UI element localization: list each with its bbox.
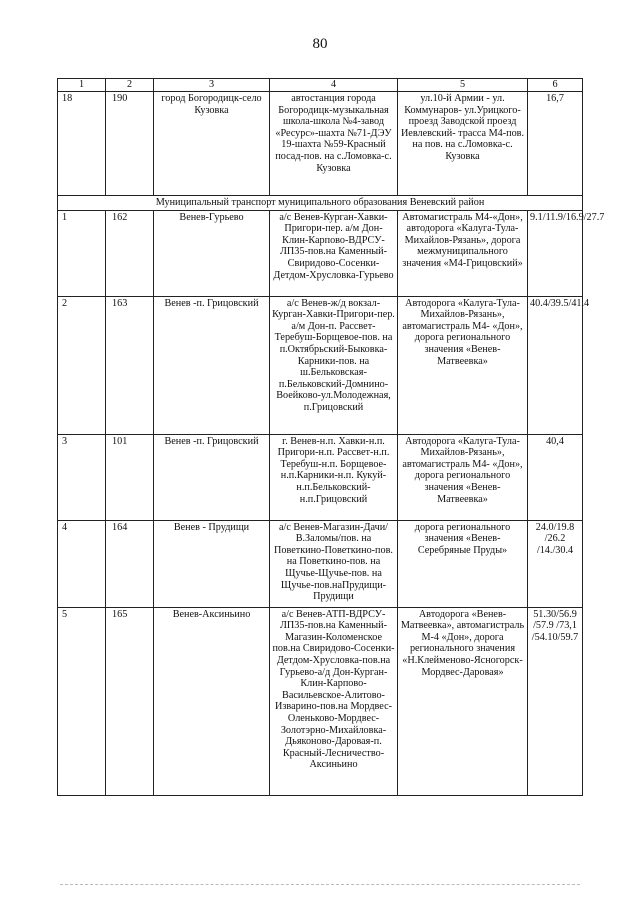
route-name: город Богородицк-село Кузовка (154, 92, 270, 196)
row-number: 1 (58, 210, 106, 296)
route-name: Венев - Прудищи (154, 520, 270, 607)
header-cell: 3 (154, 79, 270, 92)
route-number: 164 (106, 520, 154, 607)
route-roads: дорога регионального значения «Венев-Серебряные Пруды» (398, 520, 528, 607)
route-distance: 40.4/39.5/41.4 (528, 296, 583, 434)
route-number: 165 (106, 607, 154, 795)
route-name: Венев -п. Грицовский (154, 434, 270, 520)
route-distance: 24.0/19.8 /26.2 /14./30.4 (528, 520, 583, 607)
route-number: 101 (106, 434, 154, 520)
row-number: 18 (58, 92, 106, 196)
table-row (58, 434, 583, 520)
route-roads: Автодорога «Венев-Матвеевка», автомагистраль М-4 «Дон», дорога регионального значения «Н.Клейменово-Ясногорск-Мордвес-Даровая» (398, 607, 528, 795)
route-number: 190 (106, 92, 154, 196)
table-row (58, 520, 583, 607)
route-roads: ул.10-й Армии - ул. Коммунаров- ул.Урицкого-проезд Заводской проезд Иевлевский- трасса М4-пов. на пов. на с.Ломовка-с. Кузовка (398, 92, 528, 196)
route-distance: 9.1/11.9/16.9/27.7 (528, 210, 583, 296)
header-cell: 1 (58, 79, 106, 92)
header-cell: 2 (106, 79, 154, 92)
route-roads: Автодорога «Калуга-Тула-Михайлов-Рязань», автомагистраль М4- «Дон», дорога регионального значения «Венев-Матвеевка» (398, 434, 528, 520)
route-stops: автостанция города Богородицк-музыкальная школа-школа №4-завод «Ресурс»-шахта №71-ДЭУ 19-шахта №59-Красный посад-пов. на с.Ломовка-с. Кузовка (270, 92, 398, 196)
route-roads: Автомагистраль М4-«Дон», автодорога «Калуга-Тула-Михайлов-Рязань», дорога межмуниципального значения «М4-Грицовский» (398, 210, 528, 296)
route-stops: г. Венев-н.п. Хавки-н.п. Пригори-н.п. Рассвет-н.п. Теребуш-н.п. Борщевое- н.п.Карники-н.п. Кукуй-н.п.Бельковский-н.п.Грицовский (270, 434, 398, 520)
route-stops: а/с Венев-АТП-ВДРСУ-ЛП35-пов.на Каменный-Магазин-Коломенское пов.на Свиридово-Сосенки-Детдом-Хрусловка-пов.на Гурьево-а/д Дон-Курган-Клин-Карпово-Васильевское-Алитово-Изварино-пов.на Мордвес-Оленьково-Мордвес-Золотэрно-Михайловка-Дьяконово-Даровая-п. Красный-Лесничество-Аксиньино (270, 607, 398, 795)
route-name: Венев-Аксиньино (154, 607, 270, 795)
route-name: Венев-Гурьево (154, 210, 270, 296)
route-distance: 51.30/56.9 /57.9 /73,1 /54.10/59.7 (528, 607, 583, 795)
header-cell: 5 (398, 79, 528, 92)
route-number: 163 (106, 296, 154, 434)
section-row (58, 196, 583, 211)
row-number: 5 (58, 607, 106, 795)
page-number: 80 (312, 36, 328, 52)
bottom-divider (60, 884, 580, 885)
table-row (58, 296, 583, 434)
route-distance: 40,4 (528, 434, 583, 520)
route-roads: Автодорога «Калуга-Тула-Михайлов-Рязань», автомагистраль М4- «Дон», дорога регионального значения «Венев-Матвеевка» (398, 296, 528, 434)
table-row (58, 607, 583, 795)
header-cell: 4 (270, 79, 398, 92)
route-stops: а/с Венев-Магазин-Дачи/В.Заломы/пов. на Поветкино-Поветкино-пов. на Поветкино-пов. на Щучье-Щучье-пов. на Щучье-пов.наПрудищи-Прудищи (270, 520, 398, 607)
route-name: Венев -п. Грицовский (154, 296, 270, 434)
route-number: 162 (106, 210, 154, 296)
table-row (58, 92, 583, 196)
route-stops: а/с Венев-Курган-Хавки-Пригори-пер. а/м Дон-Клин-Карпово-ВДРСУ-ЛП35-пов.на Каменный-Свиридово-Сосенки-Детдом-Хрусловка-Гурьево (270, 210, 398, 296)
row-number: 3 (58, 434, 106, 520)
row-number: 2 (58, 296, 106, 434)
section-title: Муниципальный транспорт муниципального образования Веневский район (58, 196, 583, 211)
route-stops: а/с Венев-ж/д вокзал-Курган-Хавки-Пригори-пер. а/м Дон-п. Рассвет-Теребуш-Борщевое-пов. на п.Октябрьский-Быковка-Карники-пов. на ш.Бельковская-п.Бельковский-Домнино-Воейково-ул.Молодежная, п.Грицовский (270, 296, 398, 434)
header-cell: 6 (528, 79, 583, 92)
row-number: 4 (58, 520, 106, 607)
route-distance: 16,7 (528, 92, 583, 196)
table-header-row (58, 79, 583, 92)
routes-table (57, 78, 605, 796)
table-row (58, 210, 583, 296)
